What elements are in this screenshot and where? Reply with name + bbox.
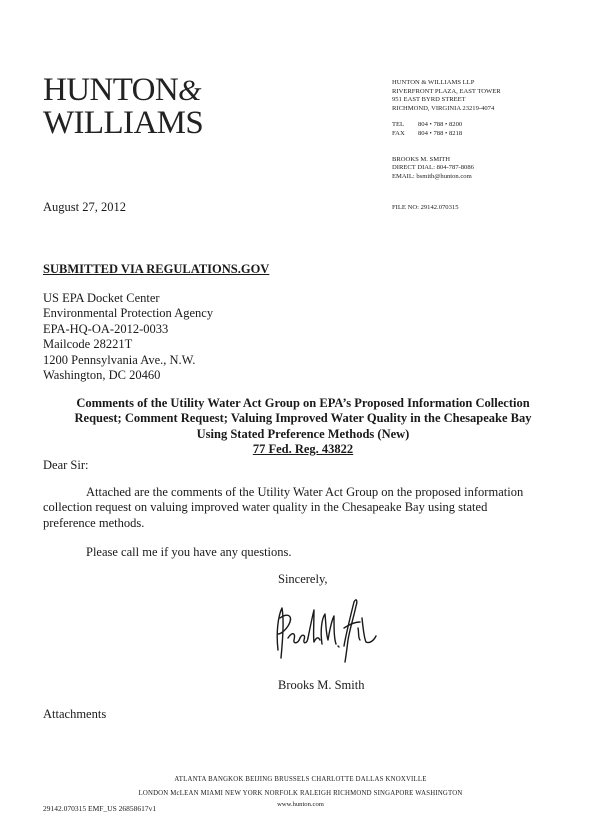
recipient-line: Mailcode 28221T	[43, 337, 133, 352]
body-paragraph-closing-request: Please call me if you have any questions.	[86, 545, 292, 559]
firm-logo	[43, 72, 204, 144]
letterhead-tel: TEL 804 • 788 • 8200	[392, 121, 463, 129]
handwritten-signature	[262, 588, 382, 668]
letterhead-email: EMAIL: bsmith@hunton.com	[392, 172, 472, 180]
letterhead-firm-name: HUNTON & WILLIAMS LLP	[392, 79, 475, 86]
document-id: 29142.070315 EMF_US 26858617v1	[43, 804, 157, 813]
letterhead-address-line: RIVERFRONT PLAZA, EAST TOWER	[392, 87, 501, 95]
letterhead-fax: FAX 804 • 788 • 8218	[392, 129, 463, 137]
federal-register-citation: 77 Fed. Reg. 43822	[252, 442, 354, 457]
letterhead-contact-block	[392, 79, 501, 181]
logo-ampersand: &	[178, 74, 201, 107]
logo-word-williams: WILLIAMS	[43, 105, 204, 141]
recipient-line: Washington, DC 20460	[43, 368, 161, 383]
letterhead-address-line: 951 EAST BYRD STREET	[392, 96, 466, 104]
office-locations-line: LONDON McLEAN MIAMI NEW YORK NORFOLK RALEIGH RICHMOND SINGAPORE WASHINGTON	[138, 790, 463, 797]
file-number: FILE NO: 29142.070315	[392, 204, 459, 211]
letter-date: August 27, 2012	[43, 200, 126, 214]
firm-website: www.hunton.com	[277, 801, 324, 808]
letterhead-author: BROOKS M. SMITH	[392, 155, 451, 163]
recipient-line: US EPA Docket Center	[43, 291, 160, 305]
recipient-line: Environmental Protection Agency	[43, 306, 214, 321]
body-paragraph: Attached are the comments of the Utility Water Act Group on the proposed information collection request on valuing improved water quality in the Chesapeake Bay using stated preference methods.	[43, 485, 524, 530]
recipient-line: EPA-HQ-OA-2012-0033	[43, 321, 169, 336]
submission-method-heading: SUBMITTED VIA REGULATIONS.GOV	[43, 262, 270, 276]
subject-line: Comments of the Utility Water Act Group on EPA’s Proposed Information Collection Request; Comment Request; Valuing Improved Water Quality in the Chesapeake Bay Using Stated Preference Methods (New) 77 Fed. Reg. 43822	[43, 396, 563, 458]
letterhead-address-line: RICHMOND, VIRGINIA 23219-4074	[392, 104, 495, 112]
signer-name: Brooks M. Smith	[278, 678, 365, 692]
letterhead-direct-dial: DIRECT DIAL: 804-787-8086	[392, 164, 474, 172]
attachments-notation: Attachments	[43, 707, 107, 721]
recipient-address	[43, 291, 213, 383]
complimentary-closing: Sincerely,	[278, 572, 328, 586]
recipient-line: 1200 Pennsylvania Ave., N.W.	[43, 352, 196, 367]
logo-word-hunton: HUNTON	[43, 72, 179, 108]
office-locations-line: ATLANTA BANGKOK BEIJING BRUSSELS CHARLOTTE DALLAS KNOXVILLE	[174, 776, 427, 783]
salutation: Dear Sir:	[43, 458, 89, 472]
